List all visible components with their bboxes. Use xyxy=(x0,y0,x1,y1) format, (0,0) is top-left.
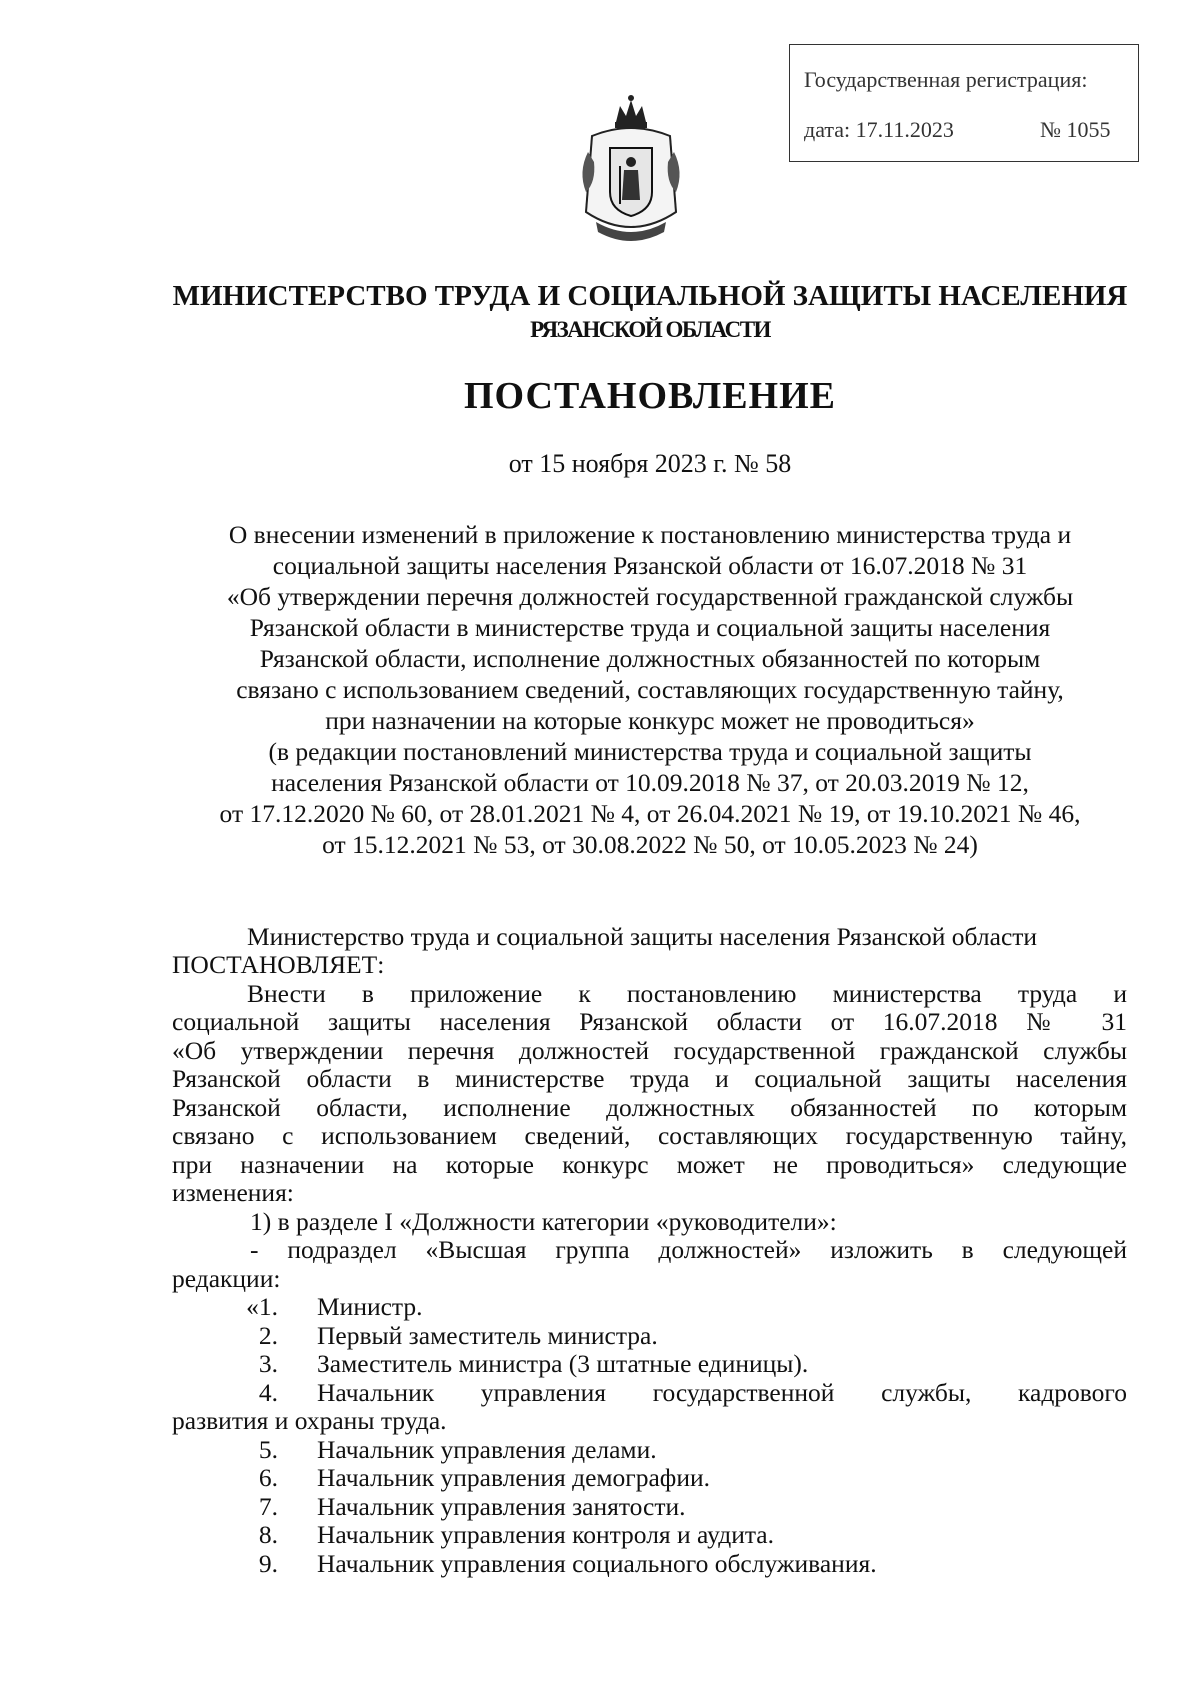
document-type: ПОСТАНОВЛЕНИЕ xyxy=(463,375,837,417)
list-item-number: 5. xyxy=(258,1435,278,1464)
subject-line: «Об утверждении перечня должностей государственной гражданской службы xyxy=(226,582,1074,611)
list-item-text: Первый заместитель министра. xyxy=(317,1321,658,1350)
subsection-line: - подраздел «Высшая группа должностей» изложить в следующей xyxy=(250,1235,1127,1264)
paragraph-line: Внести в приложение к постановлению министерства труда и xyxy=(247,979,1127,1008)
list-item-text: Министр. xyxy=(317,1292,423,1321)
subject-line: (в редакции постановлений министерства труда и социальной защиты xyxy=(268,737,1032,766)
registration-stamp xyxy=(789,44,1139,162)
paragraph-line: Рязанской области в министерстве труда и социальной защиты населения xyxy=(172,1064,1127,1093)
preamble-decree: ПОСТАНОВЛЯЕТ: xyxy=(172,950,385,979)
subject-line: Рязанской области в министерстве труда и социальной защиты населения xyxy=(249,613,1051,642)
ryazan-coat-of-arms-icon xyxy=(572,92,690,250)
list-item-text: Начальник управления контроля и аудита. xyxy=(317,1520,774,1549)
registration-title: Государственная регистрация: xyxy=(804,67,1088,92)
organization-name: МИНИСТЕРСТВО ТРУДА И СОЦИАЛЬНОЙ ЗАЩИТЫ НАСЕЛЕНИЯ xyxy=(172,280,1128,312)
preamble: Министерство труда и социальной защиты населения Рязанской области xyxy=(247,922,1038,951)
subject-line: связано с использованием сведений, составляющих государственную тайну, xyxy=(236,675,1064,704)
paragraph-line: социальной защиты населения Рязанской области от 16.07.2018 № 31 xyxy=(172,1007,1127,1036)
registration-number: № 1055 xyxy=(1040,117,1111,142)
paragraph-line: Рязанской области, исполнение должностных обязанностей по которым xyxy=(172,1093,1127,1122)
list-item-number: «1. xyxy=(246,1292,278,1321)
list-item-number: 7. xyxy=(258,1492,278,1521)
subject-line: О внесении изменений в приложение к постановлению министерства труда и xyxy=(228,520,1072,549)
paragraph-line: при назначении на которые конкурс может не проводиться» следующие xyxy=(172,1150,1127,1179)
organization-region: РЯЗАНСКОЙ ОБЛАСТИ xyxy=(530,317,770,342)
list-item-number: 6. xyxy=(258,1463,278,1492)
subsection-line: редакции: xyxy=(172,1264,281,1293)
subject-line: населения Рязанской области от 10.09.2018 № 37, от 20.03.2019 № 12, xyxy=(271,768,1029,797)
paragraph-line: связано с использованием сведений, составляющих государственную тайну, xyxy=(172,1121,1127,1150)
list-item-number: 2. xyxy=(258,1321,278,1350)
subject-line: от 15.12.2021 № 53, от 30.08.2022 № 50, от 10.05.2023 № 24) xyxy=(322,830,978,859)
subject-line: Рязанской области, исполнение должностных обязанностей по которым xyxy=(259,644,1041,673)
list-item-text: Начальник управления государственной службы, кадрового xyxy=(317,1378,1127,1407)
subject-line: при назначении на которые конкурс может не проводиться» xyxy=(325,706,975,735)
paragraph-line: «Об утверждении перечня должностей государственной гражданской службы xyxy=(172,1036,1127,1065)
list-item-text: Заместитель министра (3 штатные единицы). xyxy=(317,1349,809,1378)
list-item-number: 3. xyxy=(258,1349,278,1378)
list-item-text: Начальник управления делами. xyxy=(317,1435,657,1464)
subject-line: от 17.12.2020 № 60, от 28.01.2021 № 4, от 26.04.2021 № 19, от 19.10.2021 № 46, xyxy=(219,799,1081,828)
list-item-number: 8. xyxy=(258,1520,278,1549)
document-date-number: от 15 ноября 2023 г. № 58 xyxy=(508,449,792,478)
list-item-text: Начальник управления социального обслуживания. xyxy=(317,1549,877,1578)
list-item-number: 9. xyxy=(258,1549,278,1578)
paragraph-line: изменения: xyxy=(172,1178,294,1207)
document-subject xyxy=(150,519,1150,860)
list-item-text-continued: развития и охраны труда. xyxy=(172,1406,447,1435)
list-item-text: Начальник управления занятости. xyxy=(317,1492,686,1521)
subject-line: социальной защиты населения Рязанской области от 16.07.2018 № 31 xyxy=(272,551,1028,580)
section-heading: 1) в разделе I «Должности категории «руководители»: xyxy=(250,1207,837,1236)
registration-date: дата: 17.11.2023 xyxy=(804,117,954,142)
list-item-number: 4. xyxy=(258,1378,278,1407)
list-item-text: Начальник управления демографии. xyxy=(317,1463,710,1492)
